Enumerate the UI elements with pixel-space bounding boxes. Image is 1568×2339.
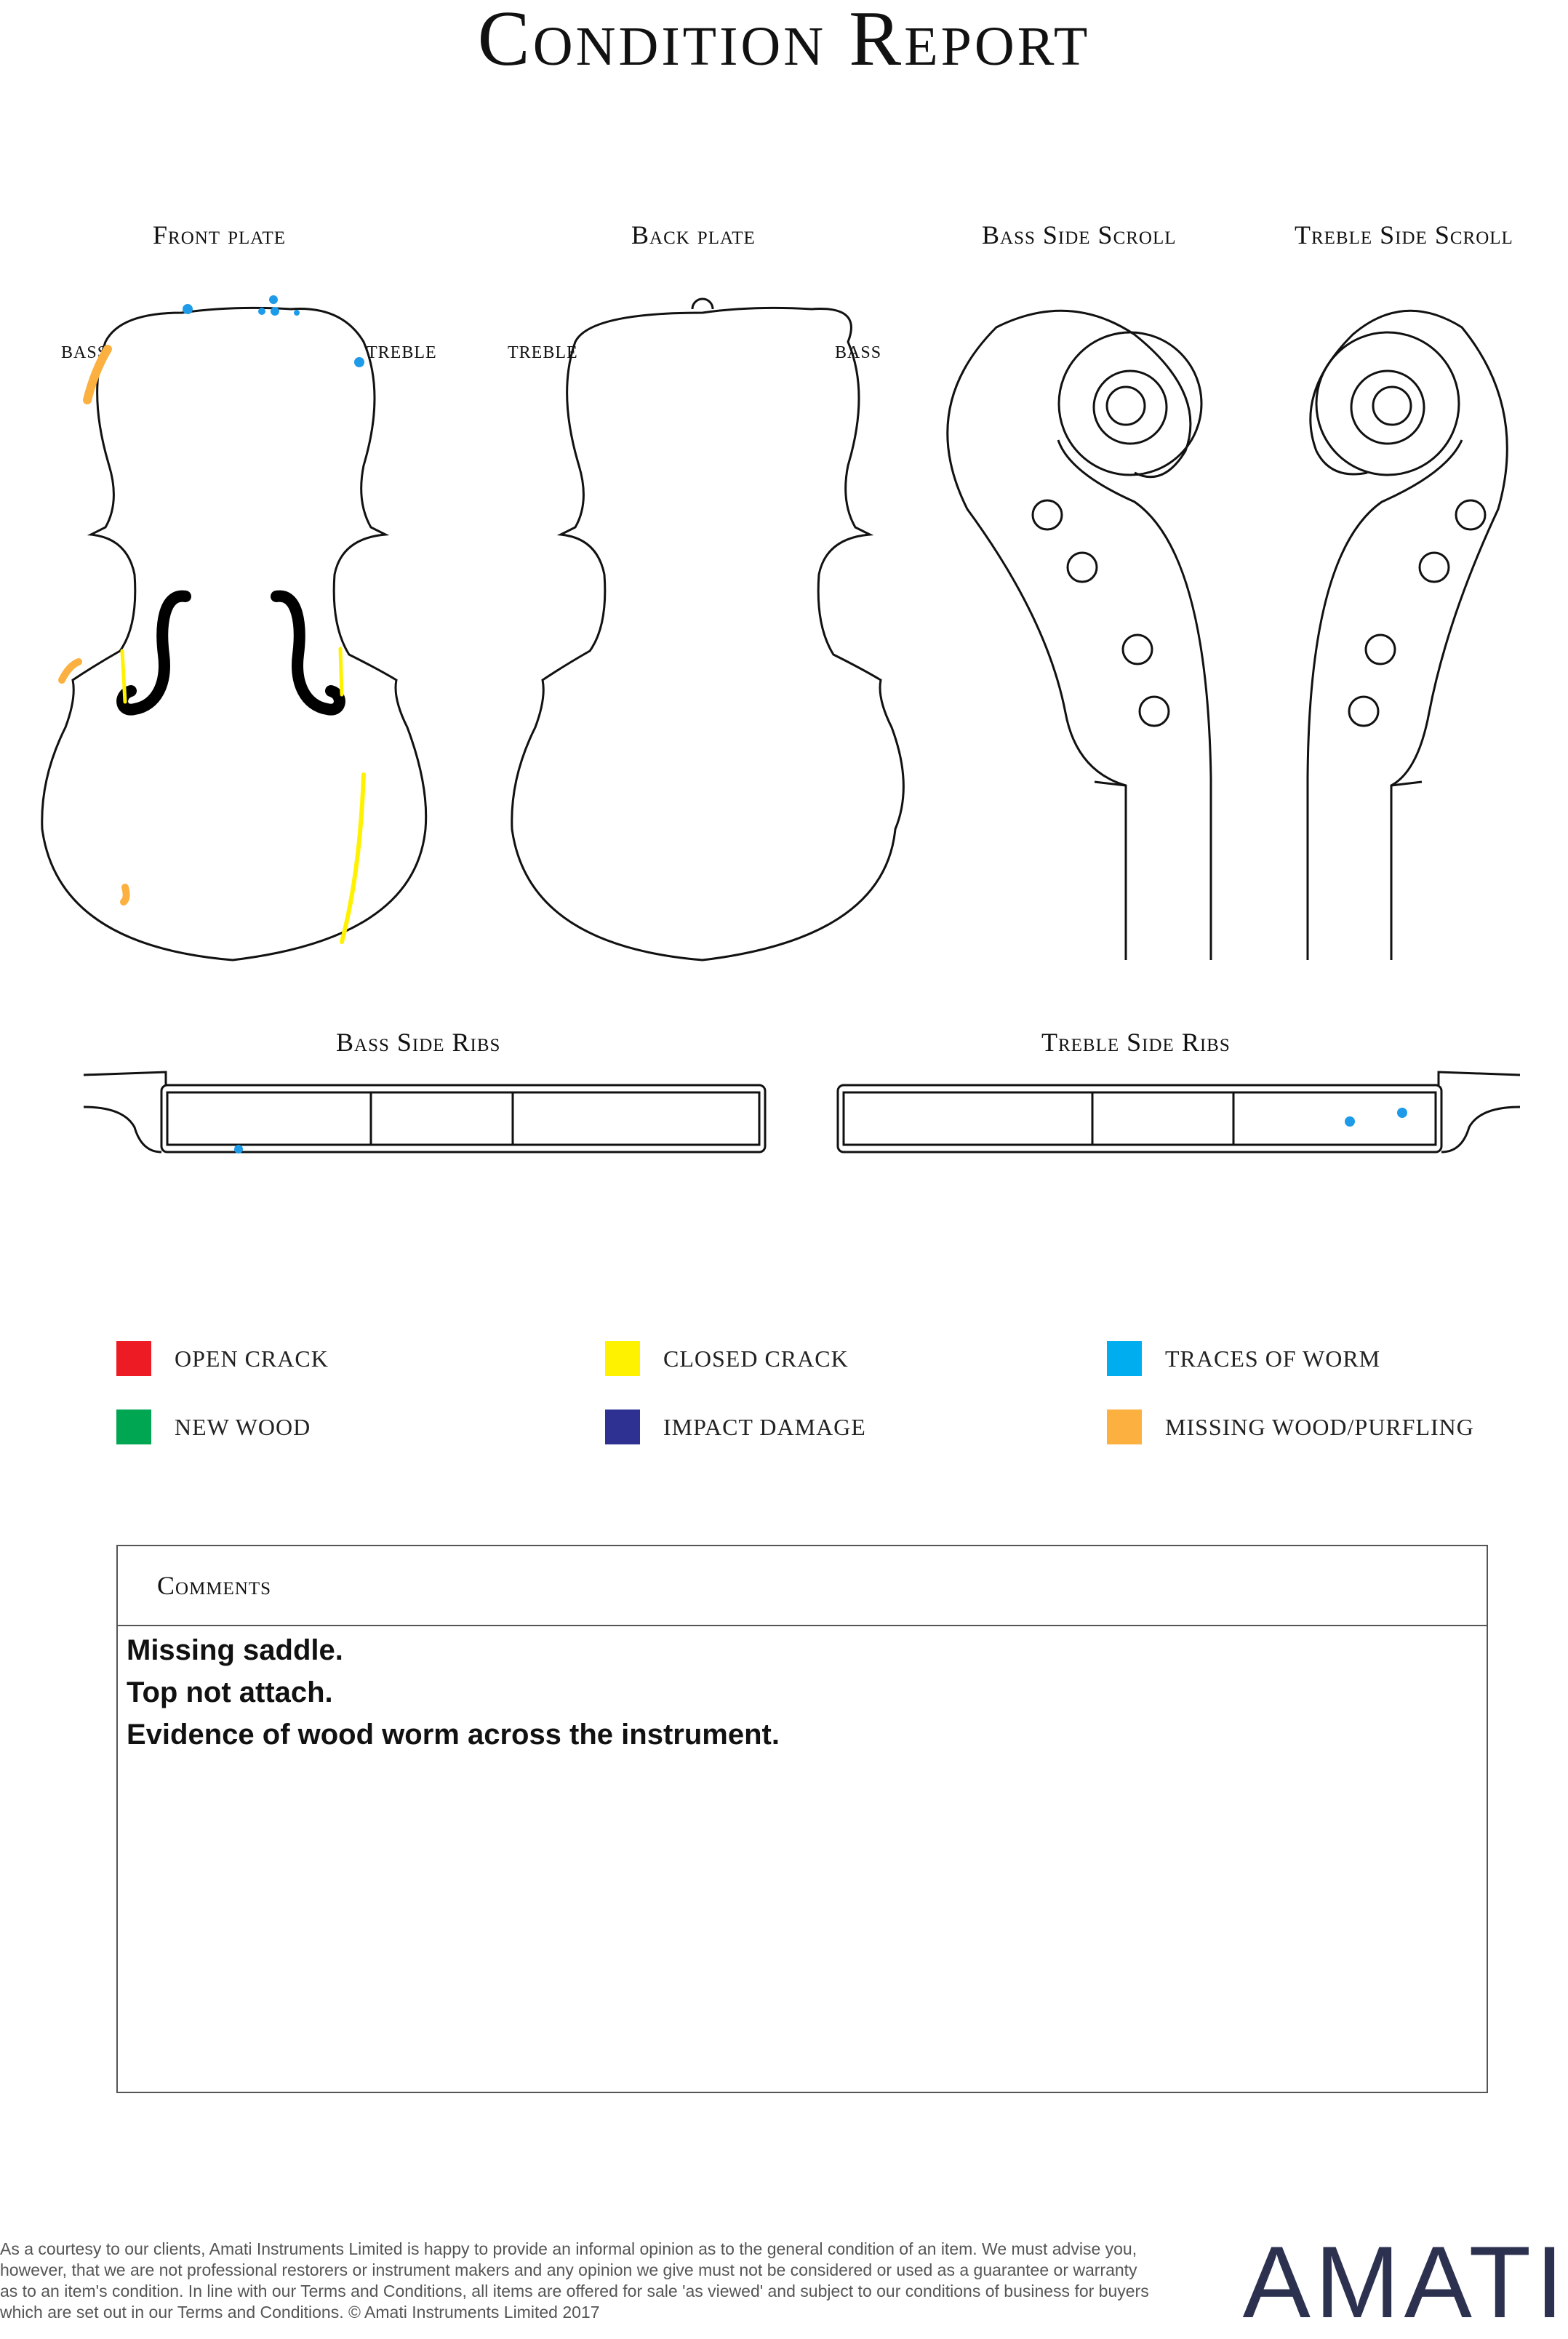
front-bass-f-hole <box>122 596 185 710</box>
front-bass-side-label: BASS <box>61 343 108 362</box>
treble-side-scroll-drawing <box>1308 311 1507 960</box>
comments-body <box>118 1626 1487 1759</box>
legend-swatch <box>605 1341 640 1376</box>
legend-swatch <box>1107 1410 1142 1444</box>
legend-impact-damage <box>605 1410 866 1444</box>
legend-new-wood <box>116 1410 311 1444</box>
legend-label: OPEN CRACK <box>175 1345 329 1372</box>
legend-open-crack <box>116 1341 329 1376</box>
front-worm-trace-mark <box>294 310 300 316</box>
comments-box <box>116 1545 1488 2093</box>
bass-side-ribs-label: Bass Side Ribs <box>336 1028 501 1057</box>
legend-swatch <box>605 1410 640 1444</box>
back-plate-outline <box>512 308 904 960</box>
legend-swatch <box>116 1341 151 1376</box>
legend-label: NEW WOOD <box>175 1413 311 1440</box>
treble-side-ribs-label: Treble Side Ribs <box>1041 1028 1231 1057</box>
front-worm-trace-mark <box>183 304 193 314</box>
legend-closed-crack <box>605 1341 849 1376</box>
page-title: Condition Report <box>477 0 1091 82</box>
front-plate-label: Front plate <box>153 220 287 249</box>
brand-logo: AMATI <box>1242 2225 1568 2339</box>
front-closed-crack-mark <box>340 649 342 695</box>
comments-heading: Comments <box>118 1546 1487 1626</box>
legend-traces-of-worm <box>1107 1341 1380 1376</box>
back-bass-side-label: BASS <box>835 343 882 362</box>
front-treble-side-label: TREBLE <box>367 343 437 362</box>
comment-line: Top not attach. <box>127 1676 333 1708</box>
legend-label: IMPACT DAMAGE <box>663 1413 866 1440</box>
comment-line: Missing saddle. <box>127 1634 343 1666</box>
front-worm-trace-mark <box>354 357 364 367</box>
treble-side-ribs-drawing <box>838 1072 1520 1152</box>
back-plate-label: Back plate <box>631 220 756 249</box>
legend-label: TRACES OF WORM <box>1165 1345 1381 1372</box>
front-worm-trace-mark <box>269 295 278 304</box>
bass-side-scroll-label: Bass Side Scroll <box>982 220 1177 249</box>
legend-swatch <box>116 1410 151 1444</box>
bass-ribs-worm-trace-mark <box>234 1145 243 1153</box>
treble-ribs-worm-trace-mark <box>1345 1116 1355 1127</box>
legend-swatch <box>1107 1341 1142 1376</box>
front-worm-trace-mark <box>258 308 265 315</box>
front-worm-trace-mark <box>271 307 279 316</box>
front-plate-outline <box>42 308 426 960</box>
bass-side-ribs-drawing <box>84 1072 765 1152</box>
treble-ribs-worm-trace-mark <box>1397 1108 1407 1118</box>
comment-line: Evidence of wood worm across the instrument. <box>127 1719 780 1751</box>
legend-label: CLOSED CRACK <box>663 1345 849 1372</box>
front-treble-f-hole <box>276 596 340 710</box>
front-missing-wood-mark <box>124 887 127 902</box>
legend-missing-wood-purfling <box>1107 1410 1474 1444</box>
legend-label: MISSING WOOD/PURFLING <box>1165 1413 1474 1440</box>
back-button <box>692 299 713 309</box>
disclaimer-text: As a courtesy to our clients, Amati Instruments Limited is happy to provide an informal opinion as to the general condition of an item. We must advise you, however, that we are not professional restorers or instrument makers and any opinion we give must not be considered or used as a guarantee or warranty as to an item's condition. In line with our Terms and Conditions, all items are offered for sale 'as viewed' and subject to our conditions of business for buyers which are set out in our Terms and Conditions. © Amati Instruments Limited 2017 <box>0 2239 1149 2322</box>
treble-side-scroll-label: Treble Side Scroll <box>1295 220 1513 249</box>
back-treble-side-label: TREBLE <box>508 343 578 362</box>
front-closed-crack-mark <box>342 775 364 942</box>
bass-side-scroll-drawing <box>948 311 1211 960</box>
